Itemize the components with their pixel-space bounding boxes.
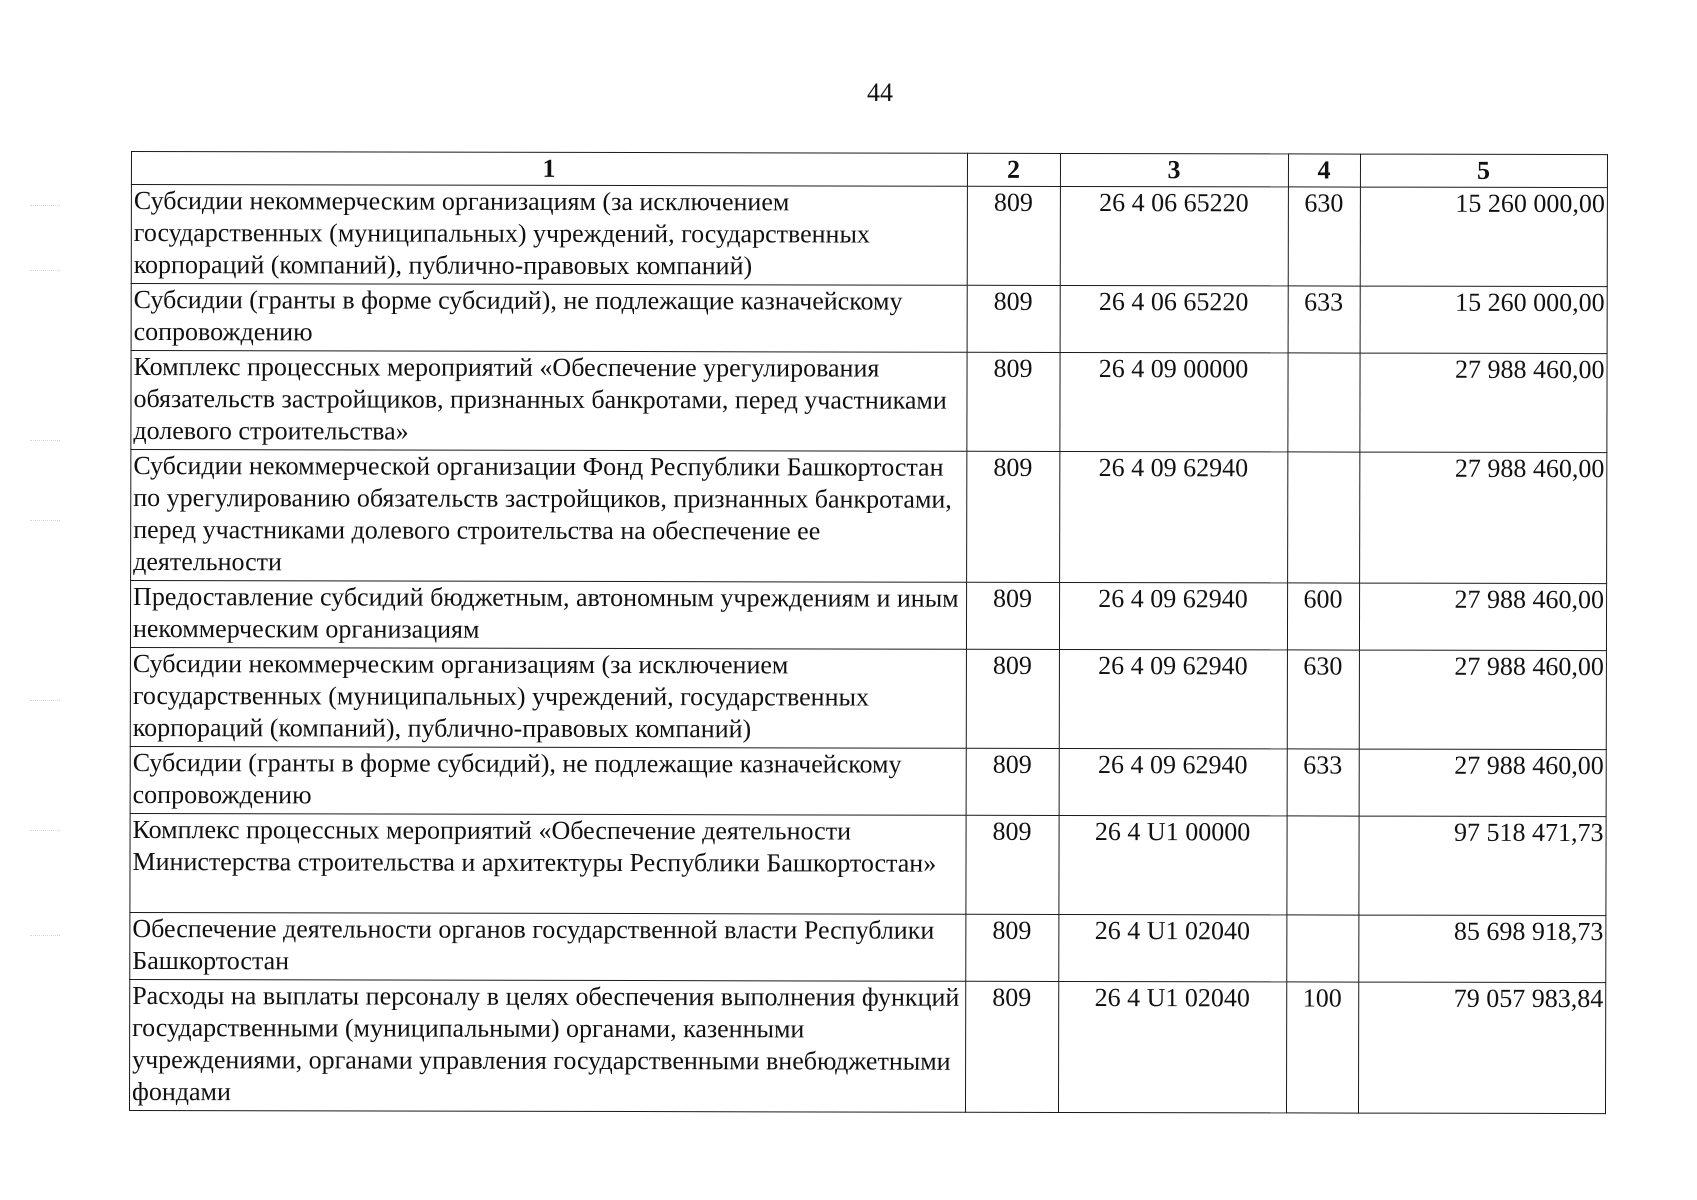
column-header: 2 xyxy=(967,153,1060,186)
expense-type-cell: 600 xyxy=(1287,583,1359,650)
ministry-code-cell: 809 xyxy=(967,451,1060,582)
amount-cell: 97 518 471,73 xyxy=(1359,816,1606,916)
scan-speck xyxy=(30,700,60,707)
table-row xyxy=(131,185,1607,287)
table-header-row xyxy=(131,152,1607,188)
amount-cell: 27 988 460,00 xyxy=(1360,452,1607,584)
expense-name-cell: Комплекс процессных мероприятий «Обеспечение урегулирования обязательств застройщиков, признанных банкротами, перед участниками долевого строительства» xyxy=(131,351,967,452)
expense-name-cell: Расходы на выплаты персоналу в целях обеспечения выполнения функций государственными (муниципальными) органами, казенными учреждениями, органами управления государственными внебюджетными фондами xyxy=(129,979,965,1112)
ministry-code-cell: 809 xyxy=(966,914,1059,981)
expense-name-cell: Субсидии (гранты в форме субсидий), не подлежащие казначейскому сопровождению xyxy=(131,284,967,353)
ministry-code-cell: 809 xyxy=(966,649,1059,748)
expense-name-cell: Субсидии некоммерческой организации Фонд Республики Башкортостан по урегулированию обязательств застройщиков, признанных банкротами, перед участниками долевого строительства на обеспечение ее деятельности xyxy=(131,450,967,583)
ministry-code-cell: 809 xyxy=(967,186,1060,285)
expense-name-cell: Субсидии некоммерческим организациям (за исключением государственных (муниципальных) учреждений, государственных корпораций (компаний), публично-правовых компаний) xyxy=(130,647,966,748)
budget-table xyxy=(129,151,1608,1114)
target-article-cell: 26 4 09 62940 xyxy=(1059,582,1287,649)
target-article-cell: 26 4 09 62940 xyxy=(1060,451,1288,582)
expense-name-cell: Комплекс процессных мероприятий «Обеспечение деятельности Министерства строительства и архитектуры Республики Башкортостан» xyxy=(130,813,966,914)
expense-type-cell: 100 xyxy=(1286,982,1358,1113)
expense-type-cell xyxy=(1288,353,1360,452)
expense-type-cell xyxy=(1288,452,1360,583)
amount-cell: 79 057 983,84 xyxy=(1358,982,1605,1114)
scan-speck xyxy=(30,830,60,837)
ministry-code-cell: 809 xyxy=(966,748,1059,815)
expense-name-cell: Субсидии некоммерческим организациям (за исключением государственных (муниципальных) учреждений, государственных корпораций (компаний), публично-правовых компаний) xyxy=(131,185,967,286)
table-row xyxy=(131,351,1607,453)
ministry-code-cell: 809 xyxy=(966,582,1059,649)
amount-cell: 85 698 918,73 xyxy=(1359,915,1606,983)
target-article-cell: 26 4 09 62940 xyxy=(1059,748,1287,815)
amount-cell: 27 988 460,00 xyxy=(1359,583,1606,651)
scan-speck xyxy=(30,935,60,942)
table-row xyxy=(130,581,1606,651)
expense-name-cell: Обеспечение деятельности органов государственной власти Республики Башкортостан xyxy=(130,912,966,981)
target-article-cell: 26 4 09 00000 xyxy=(1060,352,1288,451)
ministry-code-cell: 809 xyxy=(967,285,1060,352)
expense-name-cell: Субсидии (гранты в форме субсидий), не подлежащие казначейскому сопровождению xyxy=(130,746,966,815)
amount-cell: 15 260 000,00 xyxy=(1360,286,1607,354)
expense-type-cell: 630 xyxy=(1287,650,1359,749)
page-number: 44 xyxy=(867,78,893,107)
ministry-code-cell: 809 xyxy=(965,981,1058,1112)
table-row xyxy=(130,912,1606,982)
expense-type-cell xyxy=(1287,915,1359,982)
ministry-code-cell: 809 xyxy=(967,352,1060,451)
amount-cell: 15 260 000,00 xyxy=(1360,187,1607,287)
expense-type-cell: 630 xyxy=(1288,187,1360,286)
expense-type-cell: 633 xyxy=(1288,286,1360,353)
scan-speck xyxy=(30,270,60,277)
column-header: 1 xyxy=(131,152,967,187)
target-article-cell: 26 4 U1 00000 xyxy=(1059,815,1287,914)
scan-speck xyxy=(30,520,60,527)
ministry-code-cell: 809 xyxy=(966,815,1059,914)
table-row xyxy=(131,284,1607,354)
table-row xyxy=(130,813,1606,915)
column-header: 4 xyxy=(1288,154,1360,187)
scan-speck xyxy=(30,205,60,212)
target-article-cell: 26 4 06 65220 xyxy=(1060,186,1288,285)
table-row xyxy=(131,450,1607,584)
amount-cell: 27 988 460,00 xyxy=(1360,353,1607,453)
table-row xyxy=(130,647,1606,749)
target-article-cell: 26 4 06 65220 xyxy=(1060,285,1288,352)
expense-name-cell: Предоставление субсидий бюджетным, автономным учреждениям и иным некоммерческим организациям xyxy=(130,581,966,650)
table-row xyxy=(129,979,1605,1113)
amount-cell: 27 988 460,00 xyxy=(1359,749,1606,817)
target-article-cell: 26 4 U1 02040 xyxy=(1058,981,1286,1112)
amount-cell: 27 988 460,00 xyxy=(1359,650,1606,750)
table-row xyxy=(130,746,1606,816)
column-header: 5 xyxy=(1360,154,1607,188)
expense-type-cell xyxy=(1287,816,1359,915)
column-header: 3 xyxy=(1060,153,1288,186)
scan-speck xyxy=(30,440,60,447)
target-article-cell: 26 4 09 62940 xyxy=(1059,649,1287,748)
target-article-cell: 26 4 U1 02040 xyxy=(1059,914,1287,981)
expense-type-cell: 633 xyxy=(1287,749,1359,816)
